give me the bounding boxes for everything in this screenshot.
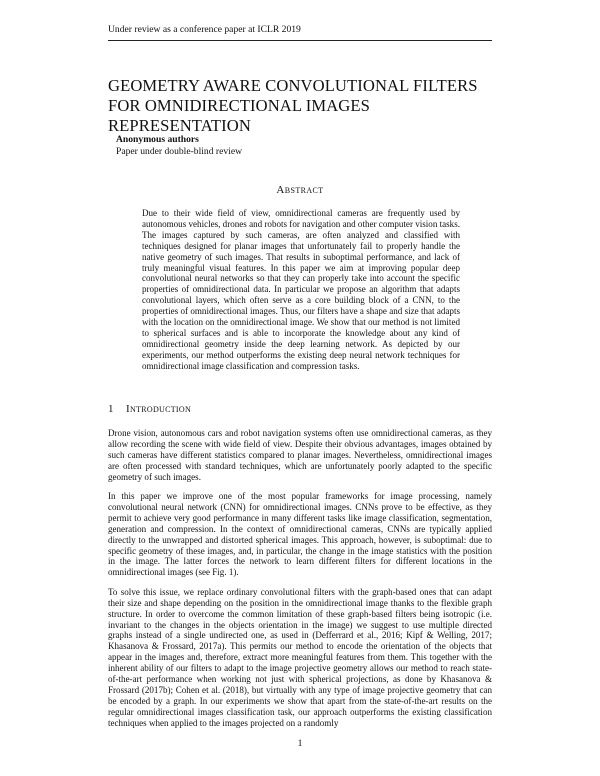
abstract-heading: Abstract bbox=[276, 184, 324, 196]
page-number: 1 bbox=[297, 738, 303, 749]
body-paragraph: Drone vision, autonomous cars and robot navigation systems often use omnidirectional cameras, as they allow recording the scene with wide field of view. Despite their obvious advantages, images obtained by such cameras have different statistics compared to planar images. Nevertheless, omnidirectional images are often processed with standard techniques, which are unfortunately poorly adapted to the specific geometry of such images. bbox=[108, 428, 492, 482]
author-block bbox=[116, 134, 416, 158]
header-rule bbox=[108, 40, 492, 41]
introduction-body bbox=[108, 428, 492, 737]
paper-title: GEOMETRY AWARE CONVOLUTIONAL FILTERS FOR OMNIDIRECTIONAL IMAGES REPRESENTATION bbox=[108, 76, 478, 135]
section-heading-introduction bbox=[108, 402, 408, 416]
section-number: 1 bbox=[108, 403, 114, 415]
section-title: Introduction bbox=[126, 403, 192, 415]
body-paragraph: To solve this issue, we replace ordinary convolutional filters with the graph-based ones that can adapt their size and shape depending on the position in the omnidirectional image thanks to the flexible graph structure. In order to overcome the common limitation of these graph-based filters being isotropic (i.e. invariant to the changes in the objects orientation in the image) we suggest to use multiple directed graphs instead of a single undirected one, as used in (Defferrard et al., 2016; Kipf & Welling, 2017; Khasanova & Frossard, 2017a). This permits our method to encode the orientation of the objects that appear in the images and, therefore, extract more meaningful features from them. This together with the inherent ability of our filters to adapt to the image projective geometry allows our method to reach state-of-the-art performance when working not just with spherical projections, as done by Khasanova & Frossard (2017b); Cohen et al. (2018), but virtually with any type of image projective geometry that can be encoded by a graph. In our experiments we show that apart from the state-of-the-art results on the regular omnidirectional images classification task, our approach outperforms the existing classification techniques when applied to the images projected on a randomly bbox=[108, 586, 492, 728]
author-affiliation: Paper under double-blind review bbox=[116, 146, 243, 157]
author-names: Anonymous authors bbox=[116, 134, 199, 145]
abstract-text: Due to their wide field of view, omnidirectional cameras are frequently used by autonomous vehicles, drones and robots for navigation and other computer vision tasks. The images captured by such cameras, are often analyzed and classified with techniques designed for planar images that unfortunately fail to properly handle the native geometry of such images. That results in suboptimal performance, and lack of truly meaningful visual features. In this paper we aim at improving popular deep convolutional neural networks so that they can properly take into account the specific properties of omnidirectional data. In particular we propose an algorithm that adapts convolutional layers, which often serve as a core building block of a CNN, to the properties of omnidirectional images. Thus, our filters have a shape and size that adapts with the location on the omnidirectional image. We show that our method is not limited to spherical surfaces and is able to incorporate the knowledge about any kind of omnidirectional geometry inside the deep learning network. As depicted by our experiments, our method outperforms the existing deep neural network techniques for omnidirectional image classification and compression tasks. bbox=[142, 208, 460, 371]
running-head: Under review as a conference paper at ICLR 2019 bbox=[108, 24, 301, 35]
body-paragraph: In this paper we improve one of the most popular frameworks for image processing, namely convolutional neural network (CNN) for omnidirectional images. CNNs prove to be effective, as they permit to achieve very good performance in many different tasks like image classification, segmentation, generation and compression. In the context of omnidirectional cameras, CNNs are typically applied directly to the unwrapped and distorted spherical images. This approach, however, is suboptimal: due to specific geometry of these images, and, in particular, the change in the image statistics with the position in the image. The latter forces the network to learn different filters for different locations in the omnidirectional images (see Fig. 1). bbox=[108, 491, 492, 578]
